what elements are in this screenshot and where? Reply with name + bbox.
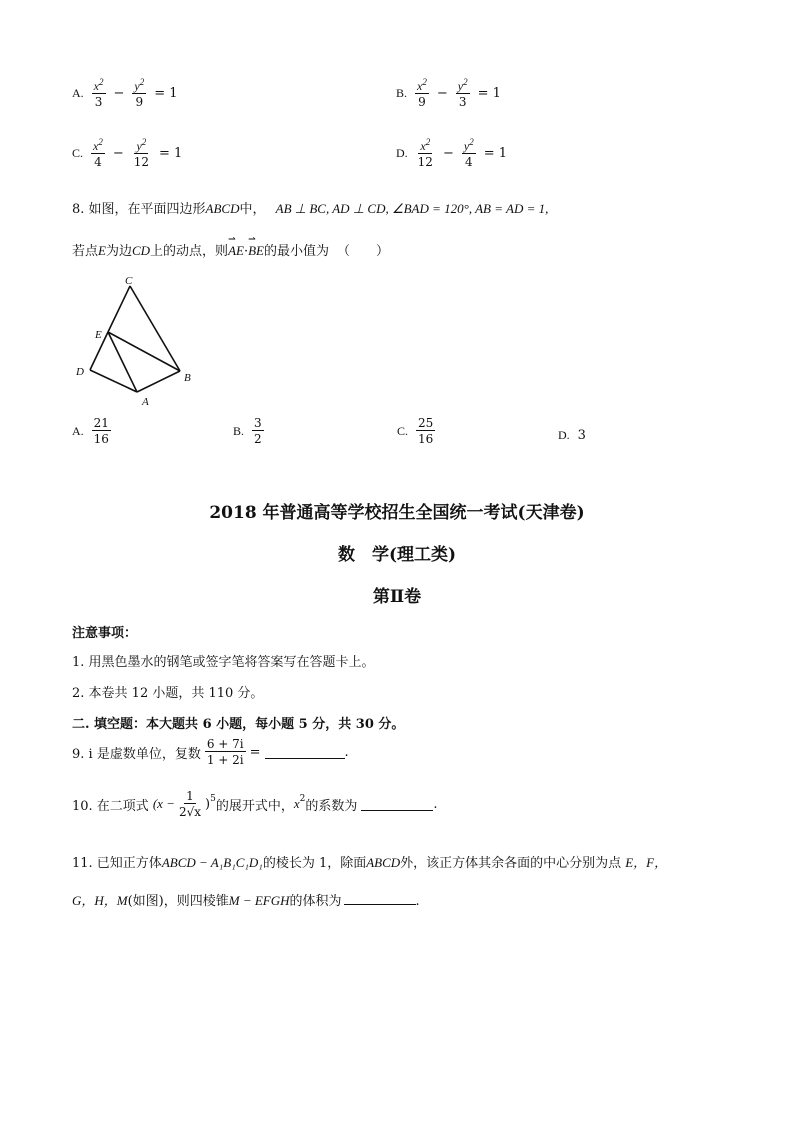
option-label: B.: [233, 423, 245, 438]
binomial-close: ): [205, 796, 211, 812]
q10-answer-blank[interactable]: [361, 798, 433, 811]
dot-operator: ·: [243, 244, 249, 259]
binomial-power: 5: [210, 794, 216, 804]
q10-fraction: $\frac{1}{2√x}$: [178, 789, 201, 819]
option-label: C.: [397, 423, 409, 438]
q8-mid: 中，: [239, 202, 266, 217]
q8-option-c: [397, 417, 435, 445]
period: .: [415, 894, 420, 909]
x-fraction: $\frac{x^2}{9}$: [417, 77, 427, 109]
q11-line1: [72, 852, 667, 871]
option-label: C.: [72, 145, 84, 160]
cube-name: ABCD − A₁B₁C₁D₁: [161, 855, 263, 870]
q11-end: 外，该正方体其余各面的中心分别为点: [400, 856, 622, 871]
points-ghm: G，H，M: [72, 893, 128, 908]
y-fraction: $\frac{y^2}{12}$: [133, 137, 150, 169]
option-label: D.: [558, 428, 570, 442]
edge-da: [90, 370, 137, 392]
x-fraction: $\frac{x^2}{4}$: [93, 137, 103, 169]
binomial-open: (x −: [152, 796, 175, 811]
minus-sign: −: [436, 85, 448, 101]
q10-suffix: 的系数为: [305, 798, 358, 814]
q8-text-d: 的最小值为: [263, 244, 329, 259]
q8-option-a: [72, 417, 111, 445]
option-fraction: $\frac{25}{16}$: [418, 416, 434, 446]
q11-text-a: (如图)，则四棱锥: [127, 894, 229, 909]
notes-item-1: 1. 用黑色墨水的钢笔或签字笔将答案写在答题卡上。: [72, 655, 375, 670]
equation-rhs: = 1: [154, 85, 178, 101]
q11-text-b: 的体积为: [289, 894, 342, 909]
q8-text-b: 为边: [105, 244, 132, 259]
q10-prefix: 10. 在二项式: [72, 798, 149, 814]
notes-heading: 注意事项：: [72, 626, 138, 641]
minus-sign: −: [112, 145, 124, 161]
option-value: 3: [577, 428, 586, 443]
y-fraction: $\frac{y^2}{9}$: [134, 77, 145, 109]
label-c: C: [125, 275, 133, 287]
equation-rhs: = 1: [483, 145, 507, 161]
period: .: [344, 744, 349, 760]
q9-line: [72, 738, 349, 766]
q8-text-c: 上的动点，则: [150, 244, 229, 259]
equation-rhs: = 1: [477, 85, 501, 101]
q11-prefix: 11. 已知正方体: [72, 856, 162, 871]
q8-line1: [72, 198, 548, 217]
section-2-heading: 二. 填空题：本大题共 6 小题，每小题 5 分，共 30 分。: [72, 717, 405, 732]
minus-sign: −: [442, 145, 454, 161]
q7-option-d: [396, 138, 507, 168]
point-e: E: [98, 243, 106, 258]
q8-text-a: 若点: [72, 244, 99, 259]
pyramid-name: M − EFGH: [228, 893, 290, 908]
q7-option-c: [72, 138, 182, 168]
label-a: A: [142, 396, 149, 408]
quadrilateral-figure: [72, 272, 212, 412]
term-exponent: 2: [299, 794, 306, 804]
q11-line2: [72, 890, 420, 909]
volume-title: 第Ⅱ卷: [372, 587, 422, 607]
q11-mid: 的棱长为 1，除面: [262, 856, 367, 871]
y-fraction: $\frac{y^2}{4}$: [463, 137, 474, 169]
q10-line: [72, 790, 438, 818]
q9-fraction: $\frac{6 + 7i}{1 + 2i}$: [206, 737, 244, 767]
q7-option-b: [396, 78, 501, 108]
option-label: B.: [396, 85, 408, 100]
face-abcd: ABCD: [366, 855, 401, 870]
y-fraction: $\frac{y^2}{3}$: [457, 77, 468, 109]
label-b: B: [184, 372, 191, 384]
q11-answer-blank[interactable]: [344, 892, 416, 905]
q8-option-d: [558, 428, 586, 443]
notes-item-2: 2. 本卷共 12 小题，共 110 分。: [72, 686, 264, 701]
subject-title: 数 学(理工类): [337, 545, 457, 565]
q8-conditions: AB ⊥ BC, AD ⊥ CD, ∠BAD = 120°, AB = AD = 1,: [275, 201, 549, 216]
x-fraction: $\frac{x^2}{12}$: [417, 137, 433, 169]
answer-paren: （ ）: [337, 244, 390, 259]
option-label: A.: [72, 85, 84, 100]
term-x: x: [293, 796, 300, 811]
option-fraction: $\frac{3}{2}$: [254, 416, 262, 446]
q8-line2: [72, 240, 389, 259]
edge-ab: [137, 371, 180, 392]
edge-cd: CD: [131, 243, 151, 258]
q9-answer-blank[interactable]: [265, 746, 345, 759]
option-label: D.: [396, 145, 408, 160]
points-ef: E，F，: [625, 855, 668, 870]
label-d: D: [76, 366, 84, 378]
q8-prefix: 8. 如图，在平面四边形: [72, 202, 206, 217]
minus-sign: −: [113, 85, 125, 101]
x-fraction: $\frac{x^2}{3}$: [93, 77, 104, 109]
period: .: [433, 796, 438, 812]
q9-prefix: 9. i 是虚数单位，复数: [72, 746, 201, 762]
quad-name: ABCD: [205, 201, 240, 216]
vector-ae: ⇀ AE: [228, 243, 244, 259]
segment-ea: [108, 332, 137, 392]
option-fraction: $\frac{21}{16}$: [93, 416, 109, 446]
q7-option-a: [72, 78, 178, 108]
equals-sign: =: [249, 744, 261, 760]
q8-option-b: [233, 417, 264, 445]
option-label: A.: [72, 423, 84, 438]
label-e: E: [95, 329, 102, 341]
vector-be: ⇀ BE: [248, 243, 264, 259]
edge-ce: [108, 286, 130, 332]
exam-title: 2018 年普通高等学校招生全国统一考试(天津卷): [209, 503, 585, 523]
q10-mid: 的展开式中，: [215, 798, 294, 814]
equation-rhs: = 1: [159, 145, 183, 161]
